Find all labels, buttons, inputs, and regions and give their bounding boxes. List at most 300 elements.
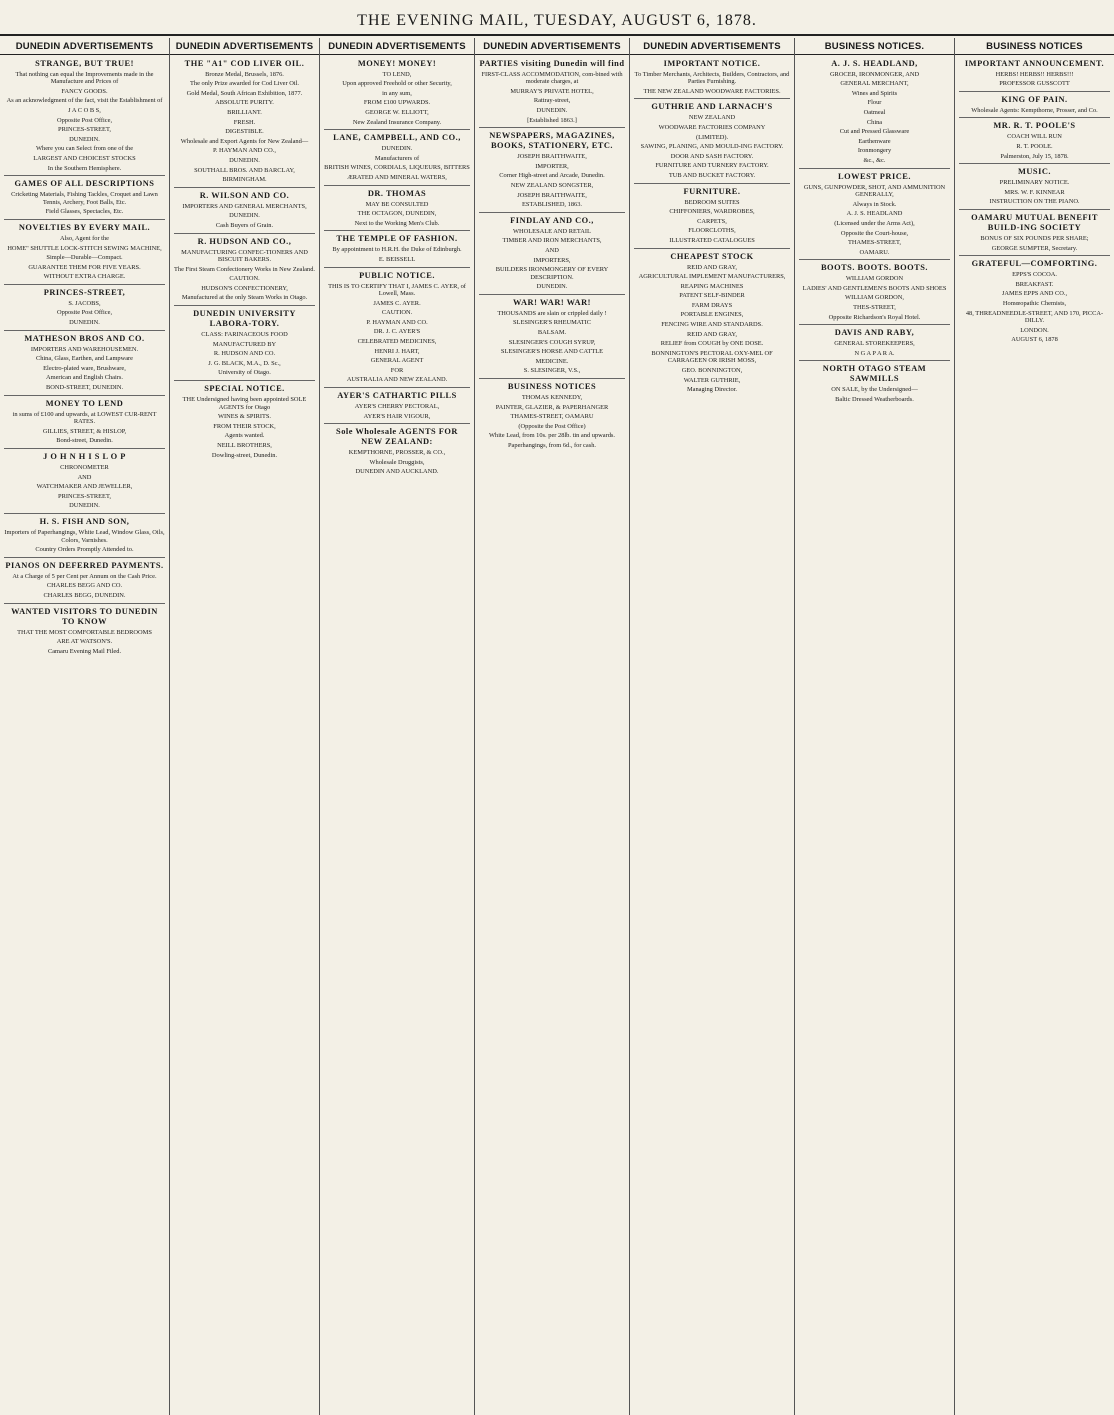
ad-line: CELEBRATED MEDICINES, — [357, 338, 437, 346]
ad-line: Gold Medal, South African Exhibition, 1877. — [186, 89, 303, 97]
ad-line: NEILL BROTHERS, — [217, 442, 272, 449]
ad-line: FROM £100 UPWARDS. — [363, 99, 431, 107]
ad-line: MANUFACTURING CONFEC-TIONERS AND BISCUIT BAKERS. — [181, 248, 308, 264]
column-7 — [955, 38, 1114, 1415]
ad-line: Opposite Richardson's Royal Hotel. — [828, 313, 921, 321]
ad-line: FLOORCLOTHS, — [688, 227, 736, 235]
ad-title: NORTH OTAGO STEAM SAWMILLS — [822, 364, 927, 384]
column-4 — [475, 38, 630, 1415]
ad-title: MONEY! MONEY! — [357, 58, 437, 68]
ad-line: WHOLESALE AND RETAIL — [513, 227, 591, 235]
ad-line: Cricketing Materials, Fishing Tackles, Croquet and Lawn Tennis, Archery, Foot Balls, Etc. — [11, 191, 158, 206]
ad-line: DUNEDIN. — [536, 106, 568, 114]
ad-line: Next to the Working Men's Club. — [354, 219, 440, 227]
ad-title: R. WILSON AND CO. — [199, 190, 290, 200]
ad-line: MEDICINE. — [535, 357, 569, 365]
ad-line: THOUSANDS are slain or crippled daily ! — [497, 309, 607, 317]
ad-title: DUNEDIN UNIVERSITY LABORA-TORY. — [193, 309, 296, 329]
ad-line: Earthenware — [858, 137, 891, 145]
advertisement — [4, 175, 165, 216]
ad-title: PRINCES-STREET, — [43, 287, 126, 297]
ad-line: ARE AT WATSON'S. — [56, 638, 113, 646]
ad-line: At a Charge of 5 per Cent per Annum on the Cash Price. — [12, 572, 157, 580]
ad-line: THAMES-STREET, OAMARU — [510, 413, 594, 421]
ad-line: FURNITURE AND TURNERY FACTORY. — [655, 162, 769, 170]
advertisement — [4, 603, 165, 656]
ad-line: As an acknowledgment of the fact, visit the Establishment of — [6, 97, 163, 105]
ad-line: SLESINGER'S RHEUMATIC — [512, 319, 592, 327]
ad-line: HENRI J. HART, — [374, 347, 420, 355]
ad-line: BREAKFAST. — [1015, 280, 1054, 288]
ad-line: WILLIAM GORDON, — [845, 294, 904, 302]
advertisement — [174, 380, 315, 459]
ad-line: CAUTION. — [229, 275, 260, 283]
ad-title: GRATEFUL—COMFORTING. — [971, 259, 1098, 269]
column-heading: DUNEDIN ADVERTISEMENTS — [0, 38, 169, 55]
ad-line: Wholesale Agents: Kempthorne, Prosser, and Co. — [971, 106, 1098, 114]
ad-line: DUNEDIN. — [536, 283, 568, 291]
advertisement — [4, 219, 165, 281]
ad-line: PRELIMINARY NOTICE. — [999, 179, 1070, 187]
ad-title: CHEAPEST STOCK — [670, 251, 754, 261]
ad-line: Importers of Paperhangings, White Lead, Window Glass, Oils, Colors, Varnishes. — [4, 528, 165, 544]
advertisement — [324, 185, 470, 228]
ad-line: Baltic Dressed Weatherboards. — [835, 396, 914, 404]
column-heading: BUSINESS NOTICES. — [795, 38, 954, 55]
ad-title: BUSINESS NOTICES — [507, 382, 597, 392]
ad-line: GEORGE SUMPTER, Secretary. — [991, 244, 1078, 252]
ad-line: ESTABLISHED, 1863. — [521, 201, 583, 209]
ad-title: FINDLAY AND CO., — [510, 215, 594, 225]
ad-title: R. HUDSON AND CO., — [197, 236, 292, 246]
ad-line: CHARLES BEGG, DUNEDIN. — [43, 591, 126, 599]
ad-line: DR. J. C. AYER'S — [373, 328, 421, 336]
ad-line: WILLIAM GORDON — [845, 275, 904, 283]
ad-line: J. G. BLACK, M.A., D. Sc., — [208, 359, 281, 367]
column-heading: DUNEDIN ADVERTISEMENTS — [170, 38, 319, 55]
advertisement — [4, 448, 165, 510]
ad-line: Paperhangings, from 6d., for cash. — [507, 442, 597, 449]
ad-line: P. HAYMAN AND CO., — [213, 147, 276, 155]
advertisement — [959, 91, 1110, 115]
ad-line: BONUS OF SIX POUNDS PER SHARE; — [980, 234, 1089, 242]
ad-line: Bond-street, Dunedin. — [56, 437, 113, 445]
ad-title: IMPORTANT ANNOUNCEMENT. — [964, 58, 1105, 68]
ad-line: NEW ZEALAND SONGSTER, — [510, 181, 594, 189]
ad-title: WANTED VISITORS TO DUNEDIN TO KNOW — [11, 606, 158, 626]
ad-line: JOSEPH BRAITHWAITE, — [517, 191, 587, 199]
ad-line: ON SALE, by the Undersigned— — [831, 386, 918, 394]
ad-title: MR. R. T. POOLE'S — [993, 121, 1076, 131]
ad-title: FURNITURE. — [683, 186, 741, 196]
ad-line: EPPS'S COCOA. — [1012, 271, 1057, 279]
advertisement — [4, 330, 165, 392]
ad-line: THE OCTAGON, DUNEDIN, — [357, 210, 437, 218]
ad-line: FOR — [390, 366, 404, 374]
ad-line: Manufactured at the only Steam Works in Otago. — [181, 294, 308, 302]
ad-line: THAT THE MOST COMFORTABLE BEDROOMS — [17, 628, 152, 636]
ad-line: INSTRUCTION ON THE PIANO. — [989, 198, 1080, 206]
ad-line: THE NEW ZEALAND WOODWARE FACTORIES. — [643, 87, 781, 95]
ad-title: NOVELTIES BY EVERY MAIL. — [18, 222, 151, 232]
ad-line: IMPORTERS AND WAREHOUSEMEN. — [30, 345, 139, 353]
ad-line: DUNEDIN. — [69, 502, 100, 510]
advertisement — [4, 284, 165, 327]
ad-line: DUNEDIN AND AUCKLAND. — [355, 468, 439, 476]
ad-line: THOMAS KENNEDY, — [521, 394, 583, 402]
ad-line: Manufacturers of — [374, 154, 420, 162]
ad-line: E. BEISSELL — [378, 255, 416, 263]
ad-line: Electro-plated ware, Brushware, — [43, 364, 126, 372]
ad-line: Simple—Durable—Compact. — [46, 254, 123, 262]
column-3 — [320, 38, 475, 1415]
ad-title: LANE, CAMPBELL, AND CO., — [333, 133, 461, 143]
ad-line: LADIES' AND GENTLEMEN'S BOOTS AND SHOES — [802, 284, 947, 292]
advertisement — [174, 233, 315, 303]
ad-title: WAR! WAR! WAR! — [513, 297, 591, 307]
advertisement — [174, 187, 315, 230]
ad-title: THE "A1" COD LIVER OIL. — [184, 58, 305, 68]
ad-line: FENCING WIRE AND STANDARDS. — [661, 321, 763, 329]
ad-title: GAMES OF ALL DESCRIPTIONS — [14, 179, 155, 189]
advertisement — [479, 378, 625, 450]
ad-title: PUBLIC NOTICE. — [359, 270, 435, 280]
ad-title: A. J. S. HEADLAND, — [831, 58, 918, 68]
advertisement — [479, 127, 625, 209]
advertisement — [799, 59, 950, 165]
ad-title: SPECIAL NOTICE. — [204, 384, 285, 394]
ad-line: CARPETS, — [697, 217, 727, 225]
ad-title: GUTHRIE AND LARNACH'S — [651, 102, 773, 112]
ad-line: REID AND GRAY, — [687, 263, 737, 271]
ad-line: GEORGE W. ELLIOTT, — [365, 108, 429, 116]
advertisement — [324, 267, 470, 385]
ad-title: LOWEST PRICE. — [838, 171, 911, 181]
advertisement — [634, 98, 790, 179]
ad-line: GILLIES, STREET, & HISLOP, — [42, 427, 127, 435]
ad-line: SLESINGER'S HORSE AND CATTLE — [500, 348, 604, 356]
ad-line: [Established 1863.] — [527, 116, 577, 124]
ad-line: CHRONOMETER — [60, 464, 109, 471]
ad-line: AYER'S CHERRY PECTORAL, — [354, 403, 440, 411]
ad-line: IMPORTER, — [535, 162, 569, 170]
ad-line: AUGUST 6, 1878 — [1011, 336, 1058, 344]
advertisement — [324, 129, 470, 181]
ad-line: Cut and Pressed Glassware — [839, 128, 910, 136]
ad-line: PATENT SELF-BINDER — [679, 292, 745, 300]
ad-line: The only Prize awarded for Cod Liver Oil. — [190, 80, 299, 88]
ad-line: Wholesale Druggists, — [369, 458, 425, 466]
ad-line: BUILDERS IRONMONGERY OF EVERY DESCRIPTION. — [495, 266, 609, 281]
masthead: THE EVENING MAIL, TUESDAY, AUGUST 6, 1878. — [357, 12, 757, 29]
ad-line: To Timber Merchants, Architects, Builders, Contractors, and Parties Furnishing. — [634, 70, 790, 86]
ad-line: AGRICULTURAL IMPLEMENT MANUFACTURERS, — [638, 273, 786, 281]
ad-line: A. J. S. HEADLAND — [846, 210, 903, 218]
ad-line: N G A P A R A. — [854, 349, 895, 357]
ad-line: PROFESSOR GUSSCOTT — [999, 80, 1070, 88]
advertisement — [799, 259, 950, 321]
ad-line: By appointment to H.R.H. the Duke of Edinburgh. — [332, 246, 462, 254]
advertisement — [799, 168, 950, 257]
ad-line: DUNEDIN. — [229, 156, 260, 164]
ad-title: DAVIS AND RABY, — [834, 328, 915, 338]
ad-title: STRANGE, BUT TRUE! — [35, 58, 134, 68]
advertisement — [174, 305, 315, 377]
ad-line: (Opposite the Post Office) — [518, 422, 586, 430]
ad-title: MONEY TO LEND — [45, 398, 124, 408]
advertisement — [4, 513, 165, 554]
ad-line: Cash Buyers of Grain. — [215, 221, 274, 229]
ad-line: GROCER, IRONMONGER, AND — [829, 70, 920, 78]
ad-line: RELIEF from COUGH by ONE DOSE. — [660, 340, 764, 348]
ad-title: DR. THOMAS — [367, 188, 427, 198]
advertisement — [4, 395, 165, 445]
ad-line: DUNEDIN. — [69, 319, 100, 327]
ad-line: BRITISH WINES, CORDIALS, LIQUEURS, BITTERS — [324, 164, 470, 172]
ad-title: AYER'S CATHARTIC PILLS — [337, 391, 457, 401]
ad-line: Country Orders Promptly Attended to. — [35, 546, 134, 554]
ad-line: BEDROOM SUITES — [684, 198, 740, 206]
ad-line: AND — [545, 246, 559, 254]
advertisement — [959, 117, 1110, 160]
ad-title: PIANOS ON DEFERRED PAYMENTS. — [5, 560, 164, 570]
ad-line: BONNINGTON'S PECTORAL OXY-MEL OF CARRAGEEN OR IRISH MOSS, — [651, 349, 773, 365]
ad-line: Always in Stock. — [852, 200, 897, 208]
ad-line: JOSEPH BRAITHWAITE, — [517, 153, 587, 161]
ad-line: That nothing can equal the Improvements made in the Manufacture and Prices of — [15, 70, 154, 86]
ad-line: In the Southern Hemisphere. — [47, 164, 122, 172]
ad-line: Wines and Spirits — [851, 89, 898, 97]
advertisement — [634, 59, 790, 96]
ad-line: GUNS, GUNPOWDER, SHOT, AND AMMUNITION GENERALLY, — [803, 183, 946, 199]
ad-line: JAMES EPPS AND CO., — [1001, 290, 1068, 298]
ad-line: 48, THREADNEEDLE-STREET, AND 170, PICCA-DILLY. — [965, 309, 1104, 325]
ad-line: FRESH. — [233, 118, 256, 126]
ad-line: The First Steam Confectionery Works in New Zealand. — [174, 265, 315, 273]
ad-line: &c., &c. — [863, 156, 886, 164]
advertisement — [634, 248, 790, 394]
column-heading: BUSINESS NOTICES — [955, 38, 1114, 55]
ad-title: MATHESON BROS AND CO. — [24, 333, 145, 343]
advertisement — [799, 360, 950, 403]
advertisement — [959, 59, 1110, 88]
ad-line: AUSTRALIA AND NEW ZEALAND. — [346, 376, 448, 384]
ad-line: HOME" SHUTTLE LOCK-STITCH SEWING MACHINE, — [7, 244, 162, 252]
advertisement — [4, 557, 165, 600]
ad-line: Managing Director. — [686, 386, 738, 394]
ad-line: TIMBER AND IRON MERCHANTS, — [502, 237, 602, 245]
ad-line: Opposite Post Office, — [56, 309, 113, 317]
ad-line: Where you can Select from one of the — [35, 145, 134, 153]
column-6 — [795, 38, 955, 1415]
ad-line: FIRST-CLASS ACCOMMODATION, com-bined with moderate charges, at — [481, 70, 623, 86]
ad-line: in sums of £100 and upwards, at LOWEST CUR-RENT RATES. — [12, 410, 157, 426]
ad-line: DOOR AND SASH FACTORY. — [670, 152, 754, 160]
ad-line: Dowling-street, Dunedin. — [211, 451, 278, 459]
ad-line: Wholesale and Export Agents for New Zealand— — [180, 137, 309, 145]
ad-line: REID AND GRAY, — [687, 330, 737, 338]
ad-line: China — [866, 118, 883, 126]
ad-line: THIS IS TO CERTIFY THAT I, JAMES C. AYER, of Lowell, Mass. — [328, 282, 466, 298]
ad-line: Also, Agent for the — [60, 234, 109, 242]
ad-title: BOOTS. BOOTS. BOOTS. — [820, 263, 929, 273]
ad-line: China, Glass, Earthen, and Lampware — [35, 355, 134, 363]
ad-line: White Lead, from 10s. per 28lb. tin and upwards. — [488, 432, 615, 440]
ad-line: HUDSON'S CONFECTIONERY, — [201, 284, 288, 292]
ad-line: FARM DRAYS — [691, 301, 733, 309]
ad-line: DIGESTIBLE. — [225, 128, 264, 136]
ad-line: JAMES C. AYER. — [373, 299, 421, 307]
advertisement — [4, 59, 165, 173]
columns — [0, 38, 1114, 1415]
advertisement — [959, 255, 1110, 344]
ad-line: THE Undersigned having been appointed SOLE AGENTS for Otago — [182, 396, 307, 411]
column-5 — [630, 38, 795, 1415]
column-heading: DUNEDIN ADVERTISEMENTS — [475, 38, 629, 55]
ad-title: KING OF PAIN. — [1001, 94, 1068, 104]
ad-line: Camaru Evening Mail Filed. — [47, 647, 122, 655]
ad-line: (LIMITED). — [695, 133, 729, 141]
ad-line: American and English Chairs. — [45, 374, 124, 382]
ad-title: PARTIES visiting Dunedin will find — [479, 58, 625, 68]
ad-line: Bronze Medal, Brussels, 1876. — [205, 70, 284, 78]
ad-line: BOND-STREET, DUNEDIN. — [45, 384, 124, 392]
ad-line: BRILLIANT. — [227, 108, 262, 116]
ad-line: Agents wanted. — [224, 432, 265, 440]
ad-title: OAMARU MUTUAL BENEFIT BUILD-ING SOCIETY — [971, 212, 1098, 232]
advertisement — [479, 294, 625, 375]
ad-line: HERBS! HERBS!! HERBS!!! — [995, 70, 1074, 78]
ad-line: TO LEND, — [382, 70, 412, 78]
ad-line: (Licensed under the Arms Act), — [834, 219, 915, 227]
ad-line: GENERAL MERCHANT, — [840, 80, 909, 88]
ad-line: GEO. BONNINGTON, — [681, 367, 743, 375]
advertisement — [324, 387, 470, 420]
ad-title: MUSIC. — [1017, 167, 1051, 177]
ad-title: H. S. FISH AND SON, — [39, 516, 130, 526]
ad-line: R. HUDSON AND CO. — [213, 350, 276, 358]
ad-line: University of Otago. — [218, 369, 271, 377]
ad-line: CHIFFONIERS, WARDROBES, — [669, 208, 755, 216]
ad-line: MRS. W. F. KINNEAR — [1004, 188, 1065, 196]
ad-line: BALSAM. — [537, 329, 567, 337]
advertisement — [634, 183, 790, 245]
ad-line: MANUFACTURED BY — [212, 340, 277, 348]
ad-line: SLESINGER'S COUGH SYRUP, — [508, 338, 596, 346]
advertisement — [479, 212, 625, 291]
ad-line: WALTER GUTHRIE, — [683, 376, 741, 384]
ad-line: REAPING MACHINES — [680, 282, 744, 290]
masthead-rule — [0, 34, 1114, 36]
ad-line: P. HAYMAN AND CO. — [366, 318, 428, 326]
ad-line: Homœopathic Chemists, — [1002, 299, 1067, 307]
ad-title: Sole Wholesale AGENTS FOR NEW ZEALAND: — [336, 427, 458, 447]
ad-line: WITHOUT EXTRA CHARGE. — [43, 273, 126, 281]
ad-line: DUNEDIN. — [381, 145, 413, 153]
ad-line: R. T. POOLE. — [1016, 142, 1053, 150]
advertisement — [959, 209, 1110, 252]
ad-line: PORTABLE ENGINES, — [680, 311, 744, 319]
ad-title: IMPORTANT NOTICE. — [663, 58, 761, 68]
ad-line: Upon approved Freehold or other Security, — [342, 80, 452, 88]
ad-line: ILLUSTRATED CATALOGUES — [669, 236, 755, 244]
ad-line: THES-STREET, — [853, 304, 896, 312]
ad-line: COACH WILL RUN — [1007, 133, 1062, 141]
ad-title: J O H N H I S L O P — [43, 452, 126, 461]
ad-line: WOODWARE FACTORIES COMPANY — [658, 123, 766, 131]
column-2 — [170, 38, 320, 1415]
advertisement — [324, 59, 470, 127]
ad-line: GENERAL AGENT — [370, 357, 424, 365]
ad-line: Flour — [867, 99, 882, 107]
ad-line: AYER'S HAIR VIGOUR, — [363, 412, 431, 420]
ad-line: Rattray-street, — [533, 97, 571, 105]
ad-line: PRINCES-STREET, — [58, 126, 111, 134]
ad-line: WATCHMAKER AND JEWELLER, — [36, 483, 133, 491]
ad-line: S. JACOBS, — [68, 299, 101, 307]
ad-line: GENERAL STOREKEEPERS, — [834, 340, 915, 348]
ad-line: Field Glasses, Spectacles, Etc. — [45, 208, 124, 216]
ad-line: CAUTION. — [381, 309, 413, 317]
ad-title: NEWSPAPERS, MAGAZINES, BOOKS, STATIONERY, ETC. — [489, 131, 615, 151]
ad-line: Ironmongery — [857, 147, 892, 155]
ad-line: DUNEDIN. — [229, 212, 260, 220]
ad-line: PRINCES-STREET, — [58, 492, 111, 500]
ad-line: CHARLES BEGG AND CO. — [46, 582, 123, 590]
ad-line: Opposite Post Office, — [56, 116, 113, 124]
ad-line: WINES & SPIRITS. — [217, 413, 272, 421]
ad-line: OAMARU. — [859, 248, 890, 256]
ad-line: IMPORTERS, — [533, 256, 571, 264]
ad-line: LARGEST AND CHOICEST STOCKS — [33, 154, 136, 162]
advertisement — [324, 423, 470, 476]
ad-title: THE TEMPLE OF FASHION. — [336, 234, 458, 244]
ad-line: NEW ZEALAND — [688, 114, 736, 122]
ad-line: J A C O B S, — [68, 106, 101, 114]
advertisement — [324, 230, 470, 263]
ad-line: S. SLESINGER, V.S., — [523, 367, 581, 375]
ad-line: IMPORTERS AND GENERAL MERCHANTS, — [182, 202, 307, 210]
ad-line: Palmerston, July 15, 1878. — [1000, 152, 1069, 160]
ad-line: FANCY GOODS. — [61, 87, 108, 95]
ad-line: Corner High-street and Arcade, Dunedin. — [499, 172, 605, 180]
ad-line: Oatmeal — [863, 108, 886, 116]
advertisement — [959, 163, 1110, 206]
ad-line: TUB AND BUCKET FACTORY. — [668, 171, 756, 179]
ad-line: GUARANTEE THEM FOR FIVE YEARS. — [28, 263, 141, 271]
ad-line: MURRAY'S PRIVATE HOTEL, — [510, 87, 594, 95]
advertisement — [174, 59, 315, 184]
advertisement — [799, 324, 950, 357]
ad-line: in any sum, — [382, 89, 412, 97]
advertisement — [479, 59, 625, 125]
ad-line: THAMES-STREET, — [848, 239, 901, 247]
column-heading: DUNEDIN ADVERTISEMENTS — [320, 38, 474, 55]
ad-line: DUNEDIN. — [69, 135, 100, 143]
ad-line: SAWING, PLANING, AND MOULD-ING FACTORY. — [640, 143, 784, 151]
ad-line: CLASS: FARINACEOUS FOOD — [201, 331, 288, 339]
ad-line: New Zealand Insurance Company. — [352, 118, 442, 126]
ad-line: AND — [77, 473, 92, 481]
ad-line: KEMPTHORNE, PROSSER, & CO., — [348, 449, 446, 457]
ad-line: FROM THEIR STOCK, — [213, 422, 276, 430]
ad-line: MAY BE CONSULTED — [365, 200, 429, 208]
ad-line: ÆRATED AND MINERAL WATERS, — [347, 173, 447, 181]
ad-line: PAINTER, GLAZIER, & PAPERHANGER — [495, 403, 609, 411]
ad-line: Opposite the Court-house, — [840, 229, 909, 237]
ad-line: ABSOLUTE PURITY. — [215, 99, 274, 107]
ad-line: BIRMINGHAM. — [222, 176, 267, 184]
